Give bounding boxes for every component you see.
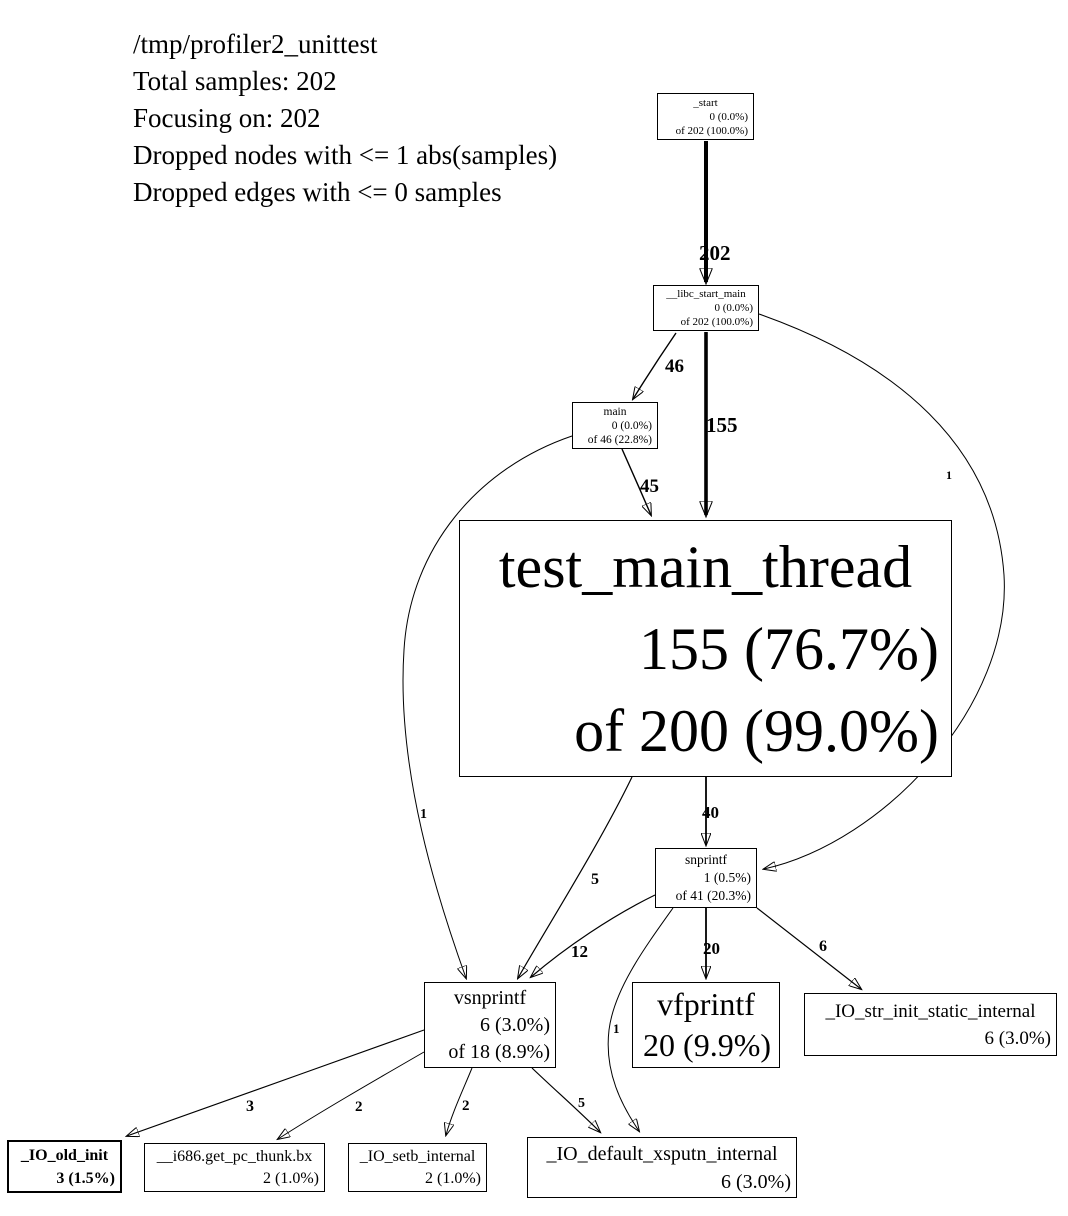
edge-label-12: 12 bbox=[571, 942, 588, 961]
node-io-str-init-static-internal bbox=[804, 993, 1057, 1056]
node-start bbox=[657, 93, 754, 140]
dropped-edges-line: Dropped edges with <= 0 samples bbox=[133, 177, 502, 207]
edge-label-20: 20 bbox=[703, 939, 720, 958]
node-own-samples: 155 (76.7%) bbox=[639, 615, 939, 682]
node-io-default-xsputn-internal bbox=[527, 1137, 797, 1198]
edge-snprintf-to-vsnprintf bbox=[531, 895, 655, 977]
node-cum-samples: of 18 (8.9%) bbox=[448, 1040, 550, 1063]
edge-label-1-libc-snprintf: 1 bbox=[946, 468, 952, 482]
node-libc-start-main bbox=[653, 285, 759, 331]
node-title: _start bbox=[693, 96, 718, 109]
dropped-nodes-line: Dropped nodes with <= 1 abs(samples) bbox=[133, 140, 558, 170]
node-cum-samples: of 202 (100.0%) bbox=[680, 316, 753, 328]
node-title: _IO_default_xsputn_internal bbox=[546, 1142, 778, 1165]
node-vfprintf bbox=[632, 982, 780, 1068]
edge-label-5-test-vsnprintf: 5 bbox=[591, 871, 599, 888]
focusing-on-line: Focusing on: 202 bbox=[133, 103, 321, 133]
node-own-samples: 0 (0.0%) bbox=[709, 110, 748, 123]
node-own-samples: 2 (1.0%) bbox=[425, 1169, 481, 1187]
edge-vsnprintf-to-xsputn bbox=[532, 1068, 600, 1132]
edge-label-46: 46 bbox=[665, 356, 684, 377]
node-own-samples: 6 (3.0%) bbox=[984, 1027, 1051, 1049]
edge-vsnprintf-to-thunk bbox=[278, 1052, 424, 1139]
node-cum-samples: of 46 (22.8%) bbox=[587, 433, 652, 446]
node-main bbox=[572, 402, 658, 449]
node-vsnprintf bbox=[424, 982, 556, 1068]
edge-label-1-main-vsnprintf: 1 bbox=[420, 807, 427, 822]
node-own-samples: 0 (0.0%) bbox=[714, 302, 753, 314]
node-title: _IO_setb_internal bbox=[359, 1147, 476, 1165]
node-cum-samples: of 202 (100.0%) bbox=[675, 124, 748, 137]
node-io-setb-internal bbox=[348, 1143, 487, 1192]
node-title: vsnprintf bbox=[453, 986, 527, 1009]
edge-label-5-vsnprintf-xsputn: 5 bbox=[578, 1096, 585, 1111]
node-snprintf bbox=[655, 848, 757, 908]
node-own-samples: 2 (1.0%) bbox=[263, 1169, 319, 1187]
node-own-samples: 3 (1.5%) bbox=[56, 1169, 115, 1187]
node-cum-samples: of 41 (20.3%) bbox=[675, 888, 751, 903]
node-title: snprintf bbox=[685, 852, 727, 867]
edge-label-40: 40 bbox=[702, 803, 719, 822]
node-own-samples: 0 (0.0%) bbox=[611, 419, 652, 432]
node-own-samples: 6 (3.0%) bbox=[480, 1013, 550, 1036]
edge-label-6: 6 bbox=[819, 938, 827, 955]
edge-label-202: 202 bbox=[699, 241, 731, 265]
edge-label-1-snprintf-xsputn: 1 bbox=[613, 1021, 620, 1036]
node-title: vfprintf bbox=[657, 986, 755, 1022]
node-own-samples: 1 (0.5%) bbox=[703, 870, 751, 885]
edge-label-155: 155 bbox=[706, 413, 738, 437]
node-title: _IO_str_init_static_internal bbox=[825, 1000, 1036, 1022]
node-title: _IO_old_init bbox=[20, 1146, 109, 1164]
node-i686-get-pc-thunk bbox=[144, 1143, 325, 1192]
node-own-samples: 6 (3.0%) bbox=[721, 1170, 791, 1193]
node-test-main-thread bbox=[459, 520, 952, 777]
edge-label-2-thunk: 2 bbox=[355, 1099, 363, 1115]
node-io-old-init bbox=[7, 1140, 122, 1193]
total-samples-line: Total samples: 202 bbox=[133, 66, 337, 96]
node-title: __i686.get_pc_thunk.bx bbox=[156, 1147, 313, 1165]
node-title: test_main_thread bbox=[498, 533, 913, 600]
node-title: __libc_start_main bbox=[666, 288, 746, 300]
edge-vsnprintf-to-io-old-init bbox=[127, 1030, 424, 1136]
profile-binary-path: /tmp/profiler2_unittest bbox=[133, 29, 378, 59]
node-own-samples: 20 (9.9%) bbox=[643, 1027, 771, 1063]
node-title: main bbox=[603, 405, 627, 418]
edge-label-2-setb: 2 bbox=[462, 1098, 470, 1114]
edge-label-45: 45 bbox=[640, 476, 659, 497]
edge-snprintf-to-io-str-init bbox=[757, 908, 861, 989]
edge-label-3: 3 bbox=[246, 1098, 254, 1115]
node-cum-samples: of 200 (99.0%) bbox=[574, 697, 939, 764]
